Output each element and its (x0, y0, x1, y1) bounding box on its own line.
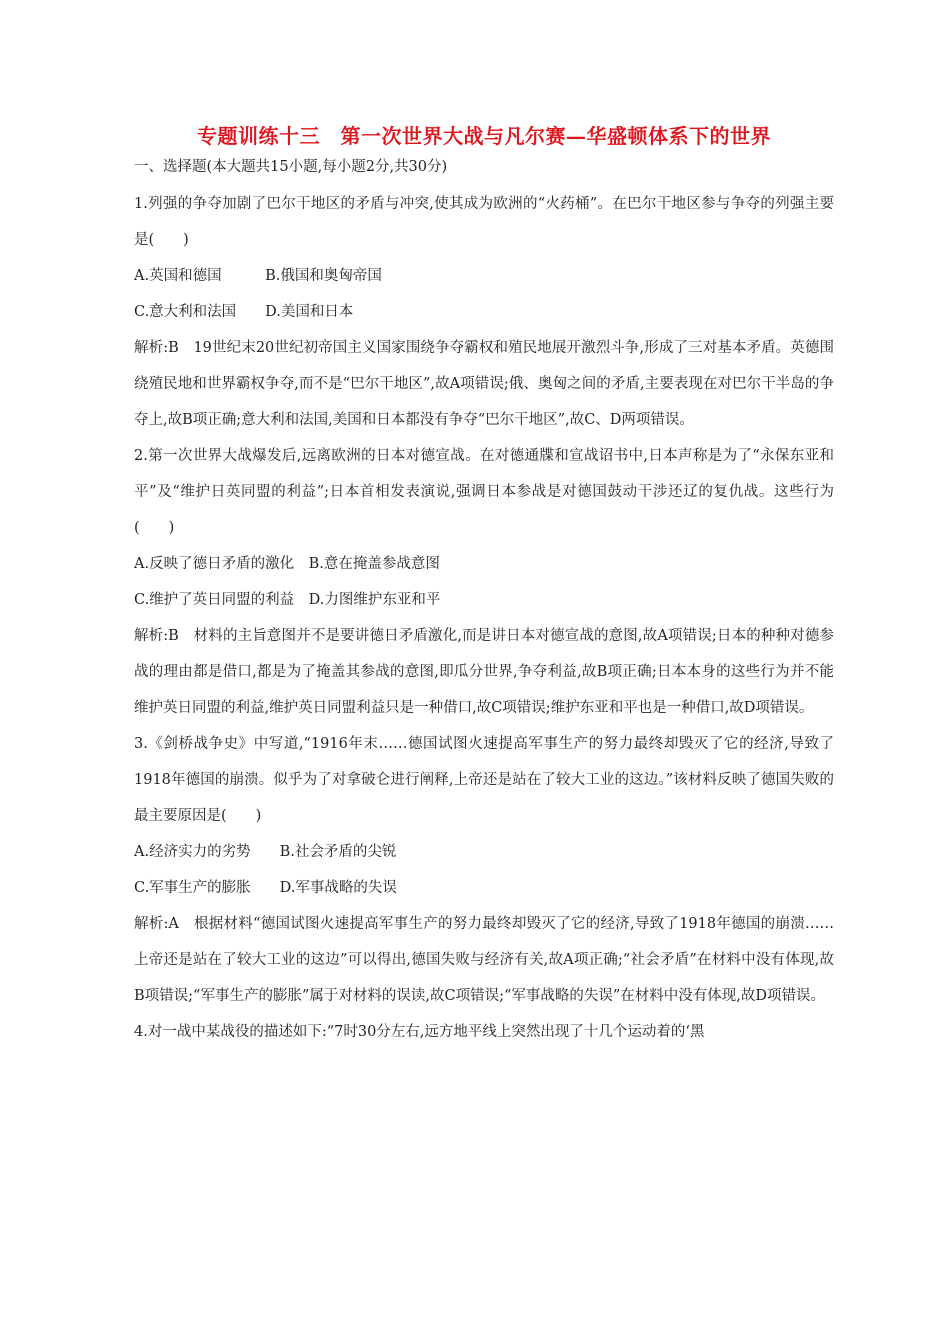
question-options-row: C.维护了英日同盟的利益 D.力图维护东亚和平 (134, 592, 441, 608)
question-analysis: 解析:B 材料的主旨意图并不是要讲德日矛盾激化,而是讲日本对德宣战的意图,故A项错误;日本的种种对德参战的理由都是借口,都是为了掩盖其参战的意图,即瓜分世界,争夺利益,故B项正确;日本本身的这些行为并不能维护英日同盟的利益,维护英日同盟利益只是一种借口,故C项错误;维护东亚和平也是一种借口,故D项错误。 (134, 628, 834, 716)
question-options-row: C.军事生产的膨胀 D.军事战略的失误 (134, 880, 397, 896)
question-stem: 2.第一次世界大战爆发后,远离欧洲的日本对德宣战。在对德通牒和宣战诏书中,日本声称是为了“永保东亚和平”及“维护日英同盟的利益”;日本首相发表演说,强调日本参战是对德国鼓动干涉还辽的复仇战。这些行为( ) (134, 448, 834, 536)
question-stem: 3.《剑桥战争史》中写道,“1916年末……德国试图火速提高军事生产的努力最终却毁灭了它的经济,导致了1918年德国的崩溃。似乎为了对拿破仑进行阐释,上帝还是站在了较大工业的这边。”该材料反映了德国失败的最主要原因是( ) (134, 736, 834, 824)
question-analysis: 解析:B 19世纪末20世纪初帝国主义国家围绕争夺霸权和殖民地展开激烈斗争,形成了三对基本矛盾。英德围绕殖民地和世界霸权争夺,而不是“巴尔干地区”,故A项错误;俄、奥匈之间的矛盾,主要表现在对巴尔干半岛的争夺上,故B项正确;意大利和法国,美国和日本都没有争夺“巴尔干地区”,故C、D两项错误。 (134, 340, 834, 428)
section-heading: 一、选择题(本大题共15小题,每小题2分,共30分) (134, 159, 448, 175)
page-title: 专题训练十三 第一次世界大战与凡尔赛—华盛顿体系下的世界 (197, 124, 771, 148)
question-2 (134, 438, 834, 726)
question-options-row: A.英国和德国 B.俄国和奥匈帝国 (134, 268, 382, 284)
question-4 (134, 1014, 834, 1050)
question-stem: 1.列强的争夺加剧了巴尔干地区的矛盾与冲突,使其成为欧洲的“火药桶”。在巴尔干地区参与争夺的列强主要是( ) (134, 196, 834, 248)
question-3 (134, 726, 834, 1014)
question-analysis: 解析:A 根据材料“德国试图火速提高军事生产的努力最终却毁灭了它的经济,导致了1918年德国的崩溃……上帝还是站在了较大工业的这边”可以得出,德国失败与经济有关,故A项正确;“社会矛盾”在材料中没有体现,故B项错误;“军事生产的膨胀”属于对材料的误读,故C项错误;“军事战略的失误”在材料中没有体现,故D项错误。 (134, 916, 834, 1004)
document-page (134, 120, 834, 1050)
question-stem: 4.对一战中某战役的描述如下:“7时30分左右,远方地平线上突然出现了十几个运动着的‘黑 (134, 1024, 705, 1040)
question-1 (134, 186, 834, 438)
question-options-row: C.意大利和法国 D.美国和日本 (134, 304, 354, 320)
question-options-row: A.经济实力的劣势 B.社会矛盾的尖锐 (134, 844, 397, 860)
question-options-row: A.反映了德日矛盾的激化 B.意在掩盖参战意图 (134, 556, 440, 572)
